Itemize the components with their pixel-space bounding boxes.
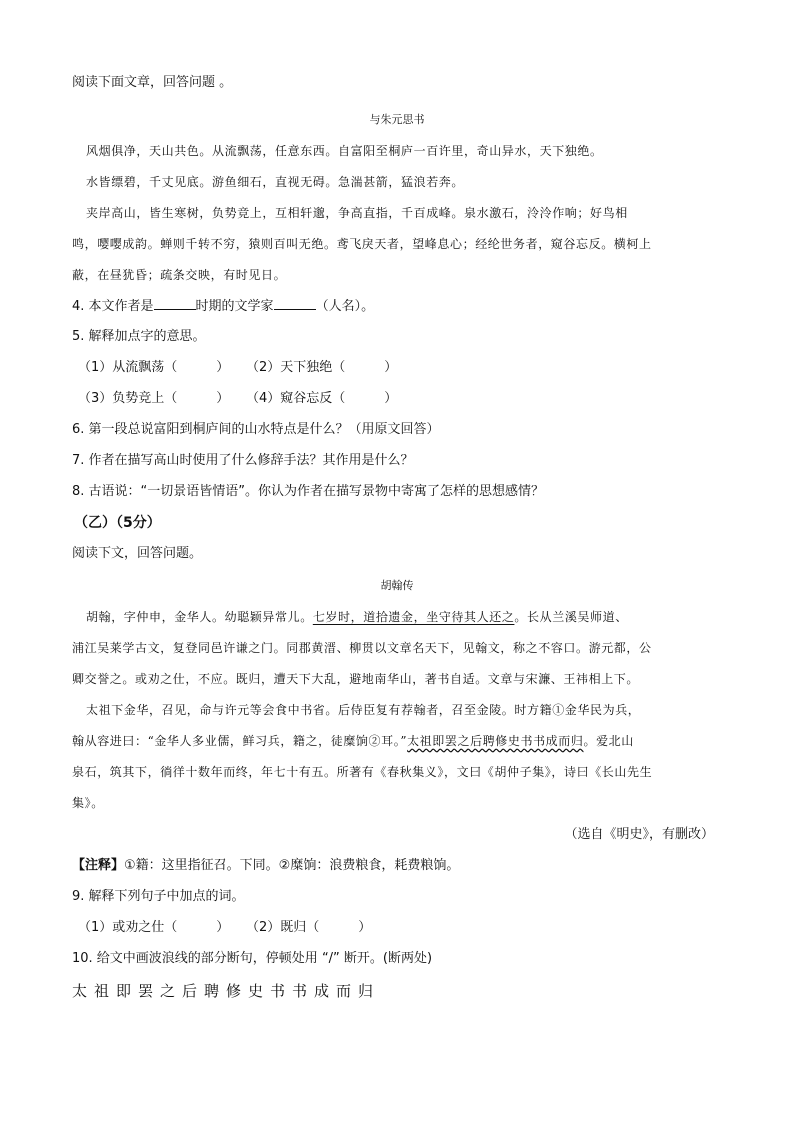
- question-8: 8. 古语说：“一切景语皆情语”。你认为作者在描写景物中寄寓了怎样的思想感情？: [72, 484, 545, 499]
- text2-p1-l1-end: 。长从兰溪吴师道、: [514, 610, 628, 624]
- text2-paragraph-1-line-1: [86, 608, 628, 626]
- question-10: 10. 给文中画波浪线的部分断句，停顿处用 “/” 断开。(断两处): [72, 951, 433, 966]
- question-9: 9. 解释下列句子中加点的词。: [72, 889, 245, 904]
- text2-paragraph-2-line-1: 太祖下金华，召见，命与许元等会食中书省。后侍臣复有荐翰者，召至金陵。时方籍①金华民为兵，: [86, 703, 641, 717]
- question-4-part-b: 时期的文学家: [195, 299, 274, 314]
- section-2-intro: 阅读下文，回答问题。: [72, 546, 203, 561]
- question-9-item-2: （2）既归（ ）: [246, 920, 372, 935]
- section-2-heading: （乙）（5分）: [74, 515, 161, 531]
- text2-paragraph-2-line-4: 集》。: [72, 796, 104, 810]
- answer-blank-author[interactable]: [274, 297, 316, 310]
- text2-p1-l1-start: 胡翰，字仲申，金华人。幼聪颖异常儿。: [86, 610, 313, 624]
- question-5-item-1: （1）从流飘荡（ ）: [78, 360, 230, 375]
- question-4-part-c: （人名）。: [315, 299, 375, 314]
- question-5-item-3: （3）负势竞上（ ）: [78, 391, 230, 406]
- annotation-label: 【注释】: [72, 858, 125, 873]
- source-citation: （选自《明史》，有删改）: [564, 827, 714, 842]
- text1-paragraph-1: 风烟俱净，天山共色。从流飘荡，任意东西。自富阳至桐庐一百许里，奇山异水，天下独绝。: [86, 144, 603, 158]
- annotation: [72, 857, 459, 875]
- text1-paragraph-3-line-2: 鸣，嘤嘤成韵。蝉则千转不穷，猿则百叫无绝。鸢飞戾天者，望峰息心；经纶世务者，窥谷忘反。横柯上: [72, 237, 652, 251]
- question-6: 6. 第一段总说富阳到桐庐间的山水特点是什么？（用原文回答）: [72, 422, 440, 437]
- text1-paragraph-2: 水皆缥碧，千丈见底。游鱼细石，直视无碍。急湍甚箭，猛浪若奔。: [86, 175, 465, 189]
- text1-paragraph-3-line-3: 蔽，在昼犹昏；疏条交映，有时见日。: [72, 268, 287, 282]
- underlined-sentence: 七岁时，道拾遗金，坐守待其人还之: [312, 610, 515, 624]
- question-7: 7. 作者在描写高山时使用了什么修辞手法？其作用是什么？: [72, 453, 414, 468]
- answer-blank-period[interactable]: [154, 297, 196, 310]
- text2-p2-l2-end: 。爱北山: [583, 734, 634, 748]
- question-5-item-2: （2）天下独绝（ ）: [246, 360, 398, 375]
- question-9-item-1: （1）或劝之仕（ ）: [78, 920, 230, 935]
- text2-paragraph-2-line-3: 泉石，筑其下，徜徉十数年而终，年七十有五。所著有《春秋集义》，文曰《胡仲子集》，诗曰《长山先生: [72, 765, 653, 779]
- annotation-text: ①籍：这里指征召。下同。②糜饷：浪费粮食，耗费粮饷。: [124, 858, 460, 873]
- text1-paragraph-3-line-1: 夹岸高山，皆生寒树，负势竞上，互相轩邈，争高直指，千百成峰。泉水激石，泠泠作响；好鸟相: [86, 206, 628, 220]
- question-4: [72, 297, 374, 316]
- text1-title: 与朱元思书: [369, 113, 425, 126]
- text2-paragraph-1-line-3: 卿交誉之。或劝之仕，不应。既归，遭天下大乱，避地南华山，著书自适。文章与宋濂、王祎相上下。: [72, 672, 640, 686]
- question-4-part-a: 4. 本文作者是: [72, 299, 154, 314]
- wavy-underlined-sentence: 太祖即罢之后聘修史书书成而归: [407, 734, 584, 748]
- punctuation-exercise-line: 太祖即罢之后聘修史书书成而归: [72, 982, 381, 1000]
- text2-p2-l2-start: 翰从容进曰：“金华人多业儒，鲜习兵，籍之，徒糜饷②耳。”: [72, 734, 408, 748]
- question-5-item-4: （4）窥谷忘反（ ）: [246, 391, 398, 406]
- question-5: 5. 解释加点字的意思。: [72, 329, 206, 344]
- reading-intro: 阅读下面文章，回答问题 。: [72, 75, 233, 90]
- text2-title: 胡翰传: [380, 579, 414, 592]
- text2-paragraph-2-line-2: [72, 732, 634, 750]
- text2-paragraph-1-line-2: 浦江吴莱学古文，复登同邑许谦之门。同郡黄溍、柳贯以文章名天下，见翰文，称之不容口。游元都，公: [72, 641, 652, 655]
